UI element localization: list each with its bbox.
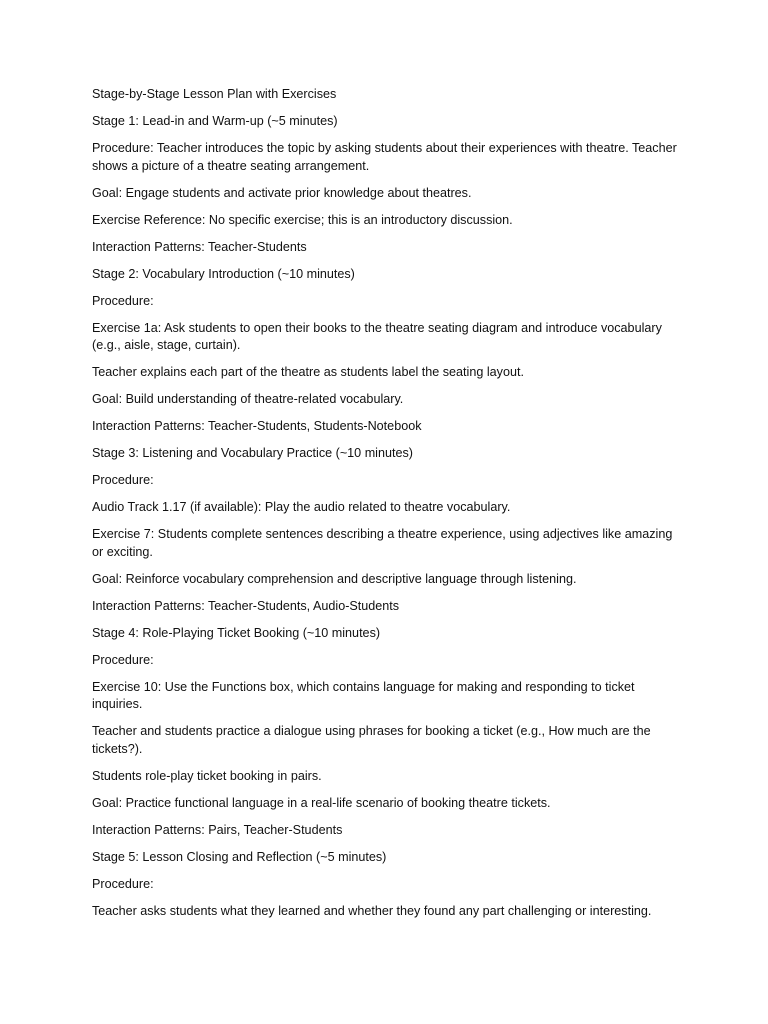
stage-3-goal: Goal: Reinforce vocabulary comprehension and descriptive language through listening. — [92, 571, 577, 586]
stage-3-interaction-patterns: Interaction Patterns: Teacher-Students, Audio-Students — [92, 598, 400, 613]
stage-4-exercise-10: Exercise 10: Use the Functions box, which contains language for making and responding to ticket inquiries. — [92, 679, 635, 711]
document-body — [92, 86, 680, 930]
stage-3-heading: Stage 3: Listening and Vocabulary Practice (~10 minutes) — [92, 446, 413, 460]
stage-4-role-play: Students role-play ticket booking in pairs. — [92, 768, 322, 783]
stage-2-exercise-1a: Exercise 1a: Ask students to open their books to the theatre seating diagram and introduce vocabulary (e.g., aisle, stage, curtain). — [92, 320, 662, 352]
stage-5-reflection: Teacher asks students what they learned and whether they found any part challenging or interesting. — [92, 903, 652, 918]
stage-3-audio-track: Audio Track 1.17 (if available): Play the audio related to theatre vocabulary. — [92, 500, 511, 514]
stage-1-goal: Goal: Engage students and activate prior knowledge about theatres. — [92, 185, 472, 200]
stage-5-procedure-label: Procedure: — [92, 876, 154, 891]
stage-2-procedure-label: Procedure: — [92, 293, 154, 308]
stage-4-dialogue-practice: Teacher and students practice a dialogue using phrases for booking a ticket (e.g., How much are the tickets?). — [92, 724, 651, 756]
stage-4-interaction-patterns: Interaction Patterns: Pairs, Teacher-Students — [92, 822, 343, 837]
stage-2-teacher-explains: Teacher explains each part of the theatre as students label the seating layout. — [92, 365, 524, 379]
stage-2-goal: Goal: Build understanding of theatre-related vocabulary. — [92, 392, 404, 406]
stage-1-procedure: Procedure: Teacher introduces the topic by asking students about their experiences with theatre. Teacher shows a picture of a theatre seating arrangement. — [92, 141, 677, 173]
stage-4-heading: Stage 4: Role-Playing Ticket Booking (~10 minutes) — [92, 625, 381, 640]
stage-1-exercise-reference: Exercise Reference: No specific exercise; this is an introductory discussion. — [92, 212, 513, 227]
document-title: Stage-by-Stage Lesson Plan with Exercises — [92, 87, 337, 101]
stage-5-heading: Stage 5: Lesson Closing and Reflection (~5 minutes) — [92, 849, 387, 864]
stage-4-goal: Goal: Practice functional language in a real-life scenario of booking theatre tickets. — [92, 795, 551, 810]
stage-1-heading: Stage 1: Lead-in and Warm-up (~5 minutes) — [92, 114, 338, 128]
stage-3-exercise-7: Exercise 7: Students complete sentences describing a theatre experience, using adjectives like amazing or exciting. — [92, 527, 673, 559]
stage-2-interaction-patterns: Interaction Patterns: Teacher-Students, Students-Notebook — [92, 419, 422, 433]
stage-1-interaction-patterns: Interaction Patterns: Teacher-Students — [92, 239, 307, 254]
stage-3-procedure-label: Procedure: — [92, 473, 154, 487]
stage-4-procedure-label: Procedure: — [92, 652, 154, 667]
stage-2-heading: Stage 2: Vocabulary Introduction (~10 minutes) — [92, 266, 355, 281]
